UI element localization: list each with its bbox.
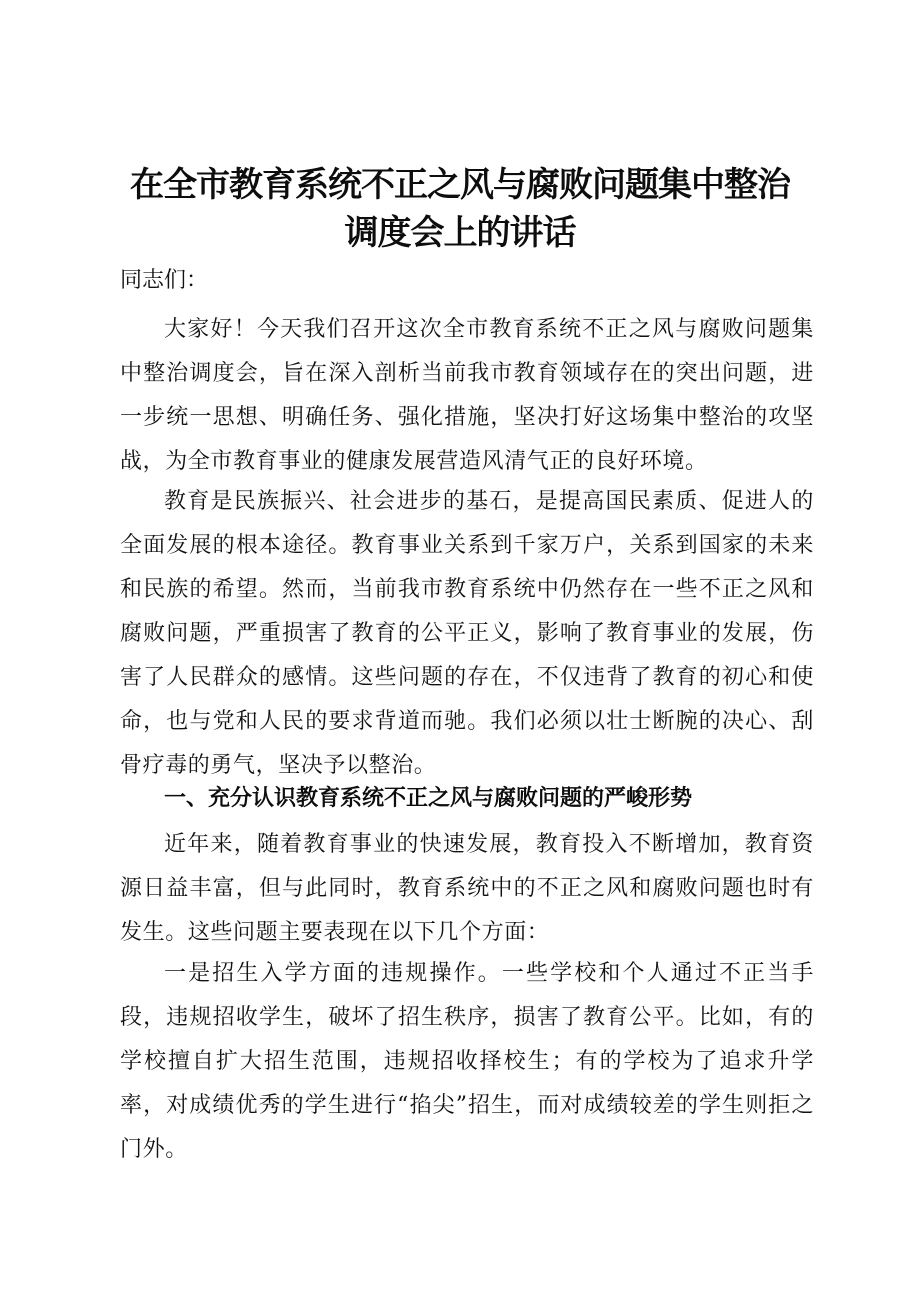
paragraph-section-intro: 近年来，随着教育事业的快速发展，教育投入不断增加，教育资源日益丰富，但与此同时，教育系统中的不正之风和腐败问题也时有发生。这些问题主要表现在以下几个方面： (120, 832, 814, 945)
document-title-line-1: 在全市教育系统不正之风与腐败问题集中整治 (130, 165, 790, 205)
paragraph-opening: 大家好！今天我们召开这次全市教育系统不正之风与腐败问题集中整治调度会，旨在深入剖析当前我市教育领域存在的突出问题，进一步统一思想、明确任务、强化措施，坚决打好这场集中整治的攻坚战，为全市教育事业的健康发展营造风清气正的良好环境。 (120, 317, 814, 474)
paragraph-education-importance: 教育是民族振兴、社会进步的基石，是提高国民素质、促进人的全面发展的根本途径。教育事业关系到千家万户，关系到国家的未来和民族的希望。然而，当前我市教育系统中仍然存在一些不正之风和腐败问题，严重损害了教育的公平正义，影响了教育事业的发展，伤害了人民群众的感情。这些问题的存在，不仅违背了教育的初心和使命，也与党和人民的要求背道而驰。我们必须以壮士断腕的决心、刮骨疗毒的勇气，坚决予以整治。 (120, 489, 814, 778)
document-title-line-2: 调度会上的讲话 (344, 213, 576, 253)
paragraph-enrollment-violations: 一是招生入学方面的违规操作。一些学校和个人通过不正当手段，违规招收学生，破坏了招生秩序，损害了教育公平。比如，有的学校擅自扩大招生范围，违规招收择校生；有的学校为了追求升学率，对成绩优秀的学生进行“掐尖”招生，而对成绩较差的学生则拒之门外。 (120, 961, 814, 1162)
salutation: 同志们： (120, 268, 209, 293)
section-heading: 一、充分认识教育系统不正之风与腐败问题的严峻形势 (164, 786, 693, 811)
